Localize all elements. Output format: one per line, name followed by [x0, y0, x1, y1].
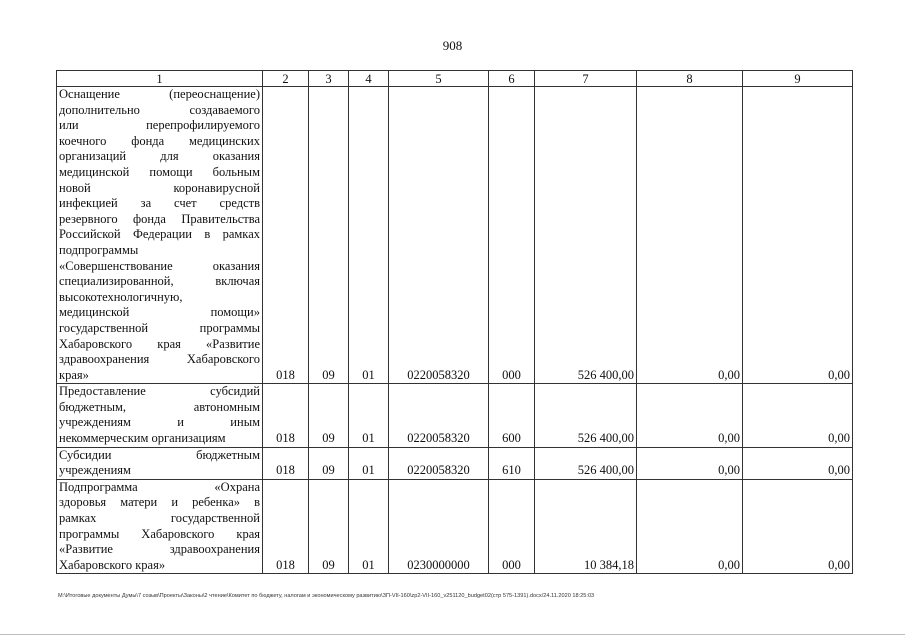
description-line: государственной программы [59, 320, 260, 335]
cell-target-article: 0220058320 [389, 447, 489, 479]
cell-amount-2020: 526 400,00 [535, 87, 637, 384]
table-header-row [57, 71, 853, 87]
description-line: новой коронавирусной [59, 180, 260, 195]
description-line: программы Хабаровского края [59, 526, 260, 541]
description-line: подпрограммы [59, 242, 139, 257]
cell-section: 09 [309, 447, 349, 479]
cell-target-article: 0220058320 [389, 87, 489, 384]
cell-target-article: 0220058320 [389, 384, 489, 447]
header-cell-1: 1 [57, 71, 263, 87]
description-line: Хабаровского края» [59, 557, 166, 572]
header-cell-4: 4 [349, 71, 389, 87]
cell-amount-2022: 0,00 [743, 87, 853, 384]
page-number: 908 [442, 38, 463, 53]
cell-description [57, 384, 263, 447]
description-line: медицинской помощи» [59, 305, 260, 320]
cell-subsection: 01 [349, 384, 389, 447]
description-line: медицинской помощи больным [59, 164, 260, 179]
cell-amount-2022: 0,00 [743, 479, 853, 574]
description-line: высокотехнологичную, [59, 289, 183, 304]
cell-ministry-code: 018 [263, 447, 309, 479]
cell-target-article: 0230000000 [389, 479, 489, 574]
cell-description [57, 479, 263, 574]
table-row [57, 447, 853, 479]
cell-description [57, 447, 263, 479]
description-line: организаций для оказания [59, 149, 260, 164]
footer-file-path: M:\Итоговые документы Думы\7 созыв\Проекты\Законы\2 чтение\Комитет по бюджету, налогам и экономическому развитию\ЗП-VII-160\zp2-VII-160_v251120_budget02(стр 575-1391).docx/24.11.2020 18:25:03 [58, 593, 595, 599]
header-cell-6: 6 [489, 71, 535, 87]
description-line: коечного фонда медицинских [59, 133, 260, 148]
description-line: Российской Федерации в рамках [59, 227, 260, 242]
cell-section: 09 [309, 384, 349, 447]
cell-amount-2021: 0,00 [637, 479, 743, 574]
cell-expense-type: 000 [489, 479, 535, 574]
description-line: здравоохранения Хабаровского [59, 352, 260, 367]
description-line: Предоставление субсидий [59, 384, 260, 399]
header-cell-3: 3 [309, 71, 349, 87]
description-line: «Развитие здравоохранения [59, 542, 260, 557]
description-line: специализированной, включая [59, 274, 260, 289]
cell-amount-2021: 0,00 [637, 384, 743, 447]
description-line: или перепрофилируемого [59, 118, 260, 133]
cell-expense-type: 600 [489, 384, 535, 447]
cell-ministry-code: 018 [263, 384, 309, 447]
description-line: здоровья матери и ребенка» в [59, 495, 260, 510]
description-line: края» [59, 367, 89, 382]
cell-subsection: 01 [349, 87, 389, 384]
cell-expense-type: 610 [489, 447, 535, 479]
budget-table [56, 70, 853, 574]
cell-amount-2022: 0,00 [743, 384, 853, 447]
page-bottom-divider [0, 634, 905, 635]
description-line: Подпрограмма «Охрана [59, 479, 260, 494]
table-row [57, 87, 853, 384]
description-line: бюджетным, автономным [59, 399, 260, 414]
description-line: дополнительно создаваемого [59, 102, 260, 117]
header-cell-9: 9 [743, 71, 853, 87]
description-line: учреждениям [59, 463, 131, 478]
cell-ministry-code: 018 [263, 479, 309, 574]
description-line: учреждениям и иным [59, 415, 260, 430]
cell-expense-type: 000 [489, 87, 535, 384]
header-cell-5: 5 [389, 71, 489, 87]
description-line: Хабаровского края «Развитие [59, 336, 260, 351]
cell-amount-2020: 526 400,00 [535, 447, 637, 479]
cell-section: 09 [309, 479, 349, 574]
table-row [57, 479, 853, 574]
description-line: некоммерческим организациям [59, 431, 226, 446]
description-line: резервного фонда Правительства [59, 211, 260, 226]
description-line: инфекцией за счет средств [59, 196, 260, 211]
cell-amount-2020: 526 400,00 [535, 384, 637, 447]
cell-amount-2021: 0,00 [637, 87, 743, 384]
description-line: Субсидии бюджетным [59, 447, 260, 462]
header-cell-8: 8 [637, 71, 743, 87]
cell-section: 09 [309, 87, 349, 384]
cell-description [57, 87, 263, 384]
header-cell-2: 2 [263, 71, 309, 87]
header-cell-7: 7 [535, 71, 637, 87]
description-line: рамках государственной [59, 511, 260, 526]
description-line: Оснащение (переоснащение) [59, 87, 260, 101]
cell-amount-2021: 0,00 [637, 447, 743, 479]
cell-subsection: 01 [349, 447, 389, 479]
cell-amount-2020: 10 384,18 [535, 479, 637, 574]
cell-ministry-code: 018 [263, 87, 309, 384]
description-line: «Совершенствование оказания [59, 258, 260, 273]
cell-amount-2022: 0,00 [743, 447, 853, 479]
table-row [57, 384, 853, 447]
cell-subsection: 01 [349, 479, 389, 574]
